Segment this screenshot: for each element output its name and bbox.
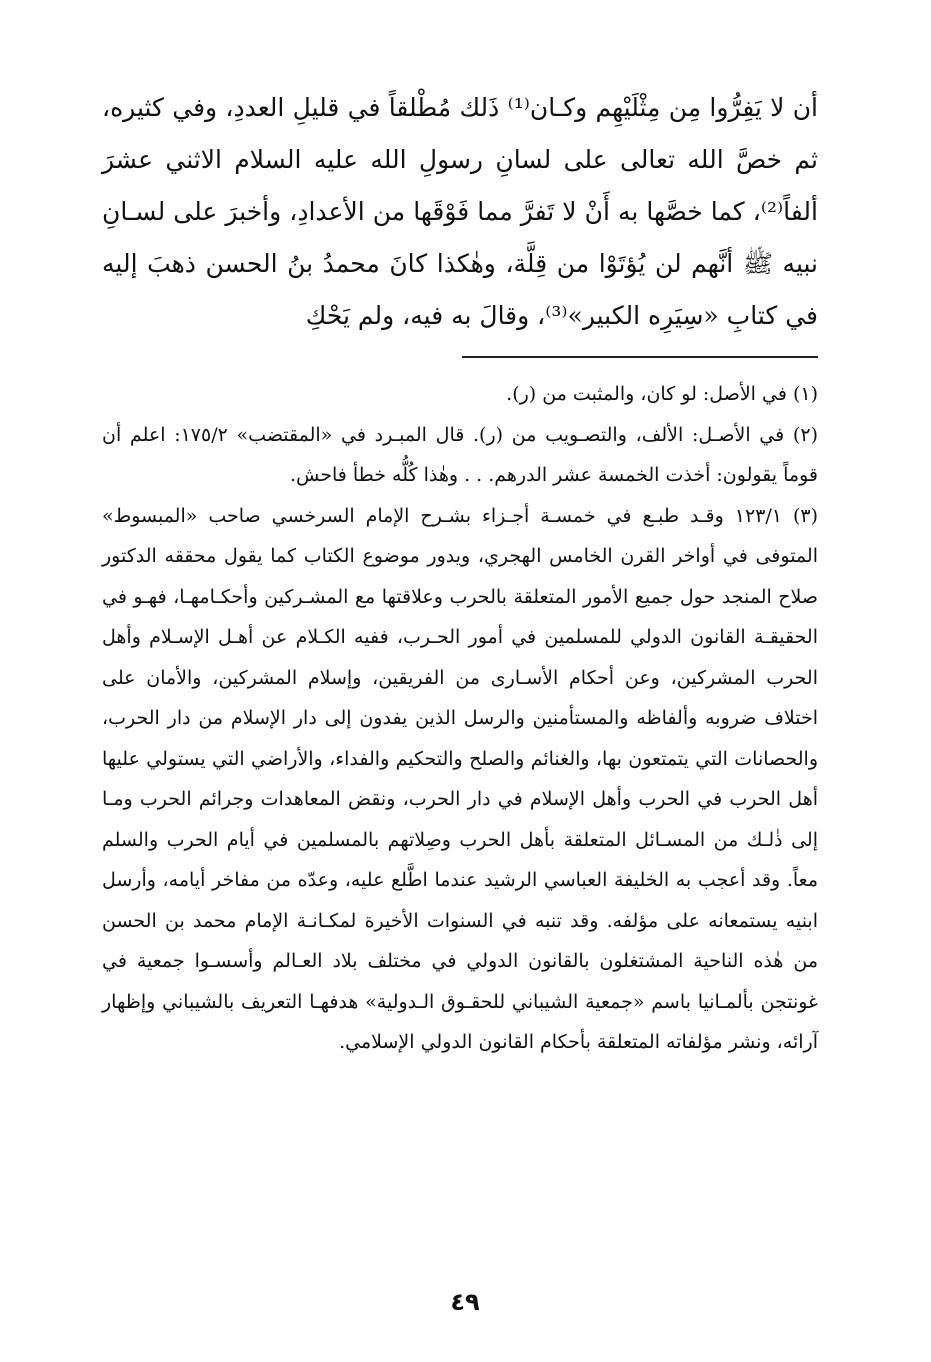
- main-paragraph: أن لا يَفِرُّوا مِن مِثْلَيْهِم وكـان⁽¹⁾ ذَلك مُطْلقاً في قليلِ العددِ، وفي كثيره، ثم خصَّ الله تعالى على لسانِ رسولِ الله عليه السلام الاثني عشرَ ألفاً⁽²⁾، كما خصَّها به أَنْ لا تَفرَّ مما فَوْقَها من الأعدادِ، وأخبرَ على لسـانِ نبيه ﷺ أنَّهم لن يُؤتَوْا من قِلَّة، وهٰكذا كانَ محمدُ بنُ الحسن ذهبَ إليه في كتابِ «سِيَرِه الكبير»⁽³⁾، وقالَ به فيه، ولم يَحْكِ: [102, 93, 819, 330]
- footnotes-block: [102, 374, 818, 1063]
- footnote-separator: [462, 356, 818, 358]
- footnote-2: (٢) في الأصـل: الألف، والتصـويب من (ر). قال المبـرد في «المقتضب» ١٧٥/٢: اعلم أن قوماً يقولون: أخذت الخمسة عشر الدرهم. . . وهٰذا كُلُّه خطأ فاحش.: [102, 423, 818, 486]
- main-text-block: [102, 82, 818, 342]
- page-number: ٤٩: [450, 1288, 480, 1316]
- footnote-3: (٣) ١٢٣/١ وقـد طبـع في خمسـة أجـزاء بشـرح الإمام السرخسي صاحب «المبسوط» المتوفى في أواخر القرن الخامس الهجري، ويدور موضوع الكتاب كما يقول محققه الدكتور صلاح المنجد حول جميع الأمور المتعلقة بالحرب وعلاقتها مع المشـركين وأحكـامهـا، فهـو في الحقيقـة القانون الدولي للمسلمين في أمور الحـرب، ففيه الكـلام عن أهـل الإسـلام وأهل الحرب المشركين، وعن أحكام الأسـارى من الفريقين، وإسلام المشركين، والأمان على اختلاف ضروبه وألفاظه والمستأمنين والرسل الذين يفدون إلى دار الإسلام من دار الحرب، والحصانات التي يتمتعون بها، والغنائم والصلح والتحكيم والفداء، والأراضي التي يستولي عليها أهل الحرب في الحرب وأهل الإسلام في دار الحرب، ونقض المعاهدات وجرائم الحرب ومـا إلى ذٰلـك من المسـائل المتعلقة بأهل الحرب وصِلاتهم بالمسلمين في أيام الحرب والسلم معاً. وقد أعجب به الخليفة العباسي الرشيد عندما اطَّلع عليه، وعدّه من مفاخر أيامه، وأرسل ابنيه يستمعانه على مؤلفه. وقد تنبه في السنوات الأخيرة لمكـانـة الإمام محمد بن الحسن من هٰذه الناحية المشتغلون بالقانون الدولي في مختلف بلاد العـالم وأسسـوا جمعية في غونتجن بألمـانيا باسم «جمعية الشيباني للحقـوق الـدولية» هدفهـا التعريف بالشيباني وإظهار آرائه، ونشر مؤلفاته المتعلقة بأحكام القانون الدولي الإسلامي.: [102, 504, 819, 1053]
- footnote-1: (١) في الأصل: لو كان، والمثبت من (ر).: [506, 383, 818, 405]
